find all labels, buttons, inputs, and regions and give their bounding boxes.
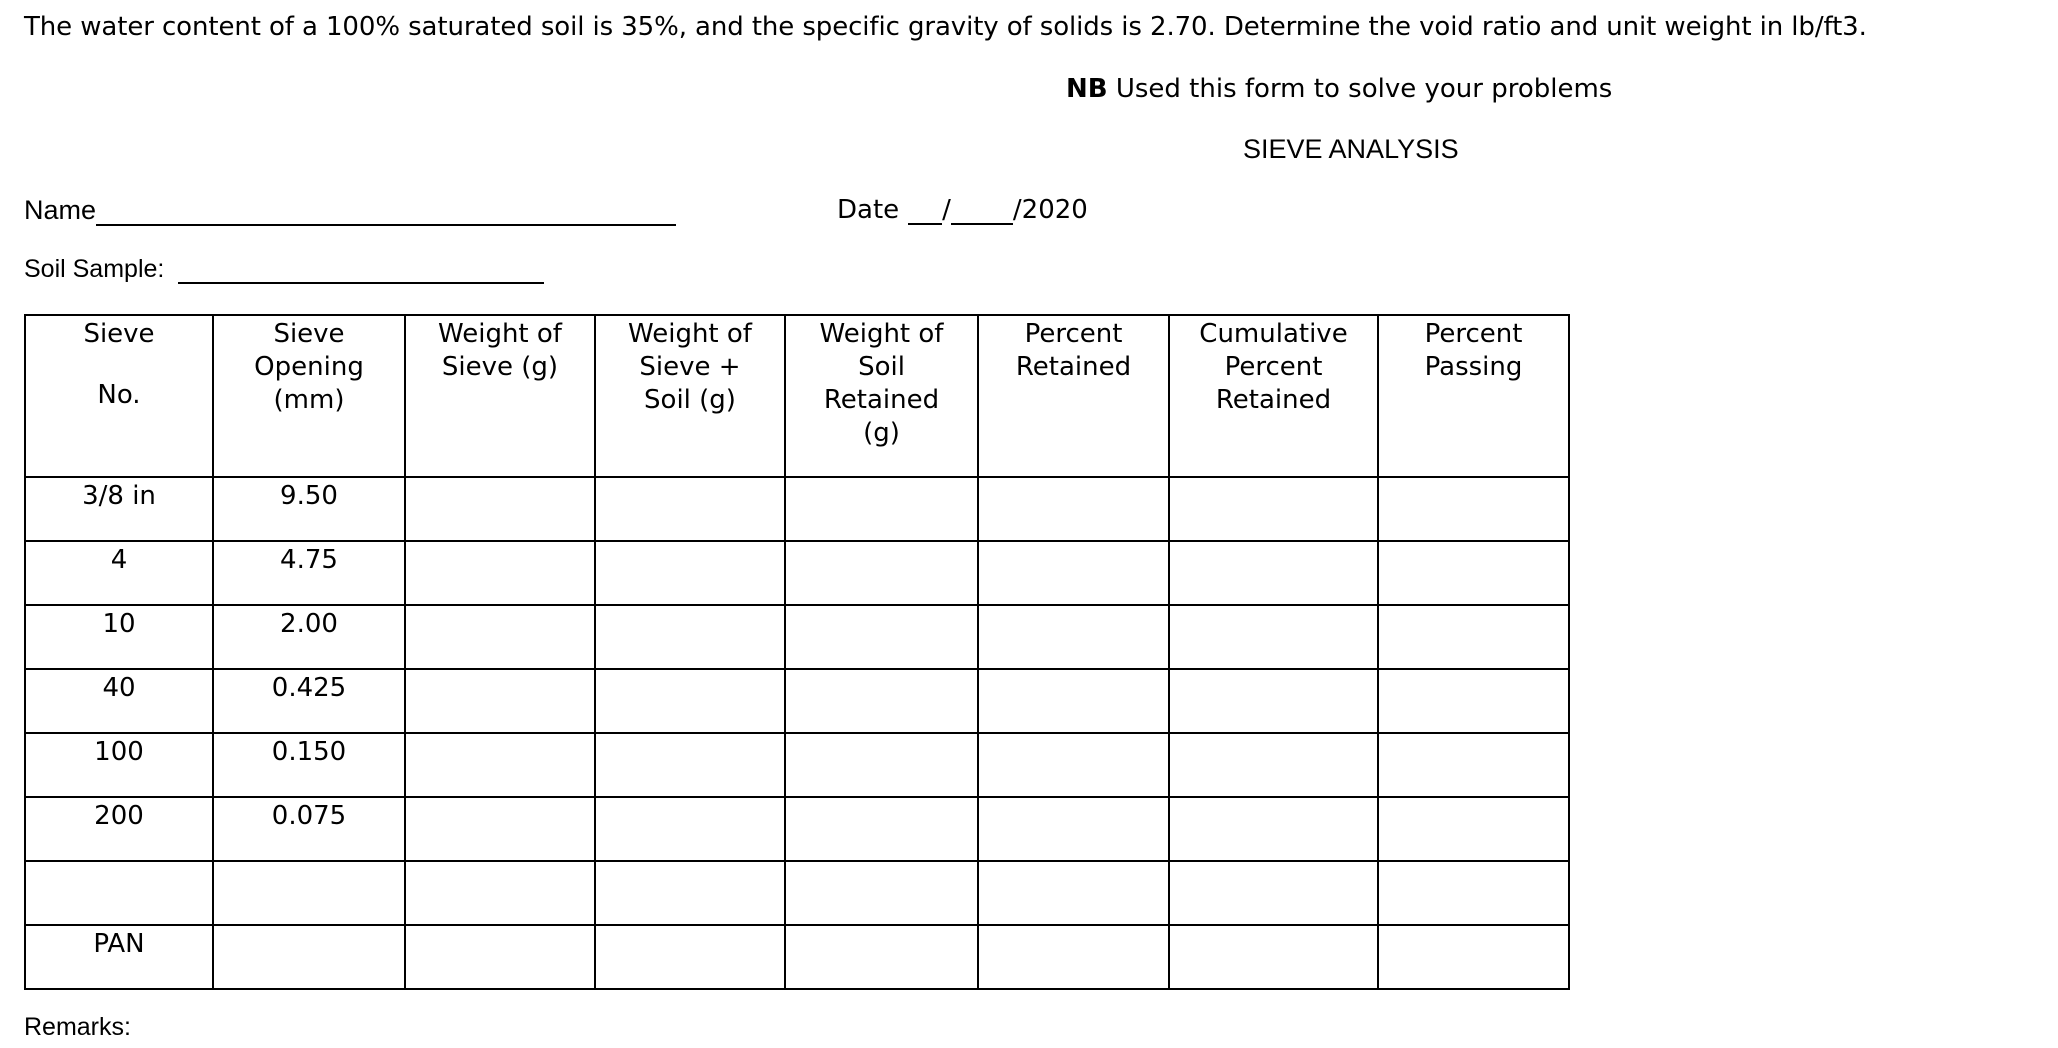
cell-percent-retained[interactable] — [978, 669, 1169, 733]
cell-percent-retained[interactable] — [978, 797, 1169, 861]
cell-sieve-no: 10 — [25, 605, 213, 669]
cell-weight-sieve[interactable] — [405, 541, 595, 605]
sieve-analysis-table — [24, 314, 1570, 990]
cell-cumulative-percent-retained[interactable] — [1169, 605, 1378, 669]
cell-weight-sieve[interactable] — [405, 797, 595, 861]
table-row — [25, 669, 1569, 733]
table-body — [25, 477, 1569, 989]
soil-sample-blank-line[interactable] — [178, 256, 544, 284]
header-sieve-no — [25, 315, 213, 477]
cell-weight-sieve-soil[interactable] — [595, 925, 785, 989]
header-weight-sieve — [405, 315, 595, 477]
cell-sieve-opening: 4.75 — [213, 541, 405, 605]
name-label: Name — [24, 195, 97, 225]
cell-cumulative-percent-retained[interactable] — [1169, 861, 1378, 925]
header-text: Sieve — [273, 319, 345, 349]
header-text: Soil (g) — [644, 385, 736, 415]
cell-percent-retained[interactable] — [978, 605, 1169, 669]
cell-weight-soil-retained[interactable] — [785, 669, 978, 733]
cell-sieve-opening: 0.150 — [213, 733, 405, 797]
cell-cumulative-percent-retained[interactable] — [1169, 541, 1378, 605]
header-text: Sieve — [83, 319, 155, 349]
cell-weight-soil-retained[interactable] — [785, 797, 978, 861]
table-row — [25, 477, 1569, 541]
cell-sieve-opening: 0.425 — [213, 669, 405, 733]
header-spacer — [26, 351, 212, 379]
cell-sieve-opening — [213, 925, 405, 989]
cell-cumulative-percent-retained[interactable] — [1169, 477, 1378, 541]
header-percent-passing — [1378, 315, 1569, 477]
cell-weight-sieve[interactable] — [405, 477, 595, 541]
header-text: (mm) — [273, 385, 345, 415]
header-percent-retained — [978, 315, 1169, 477]
header-text: Retained — [1215, 385, 1332, 415]
cell-weight-sieve-soil[interactable] — [595, 733, 785, 797]
cell-cumulative-percent-retained[interactable] — [1169, 925, 1378, 989]
remarks-label: Remarks: — [24, 1013, 131, 1041]
date-label: Date — [837, 195, 900, 225]
cell-weight-soil-retained[interactable] — [785, 541, 978, 605]
cell-weight-soil-retained[interactable] — [785, 925, 978, 989]
header-text: No. — [97, 380, 141, 410]
table-row — [25, 797, 1569, 861]
soil-sample-row — [24, 255, 544, 284]
table-row — [25, 605, 1569, 669]
cell-percent-retained[interactable] — [978, 733, 1169, 797]
cell-weight-sieve-soil[interactable] — [595, 797, 785, 861]
soil-sample-label: Soil Sample: — [24, 255, 165, 283]
cell-weight-sieve[interactable] — [405, 861, 595, 925]
header-text: Weight of — [819, 319, 944, 349]
cell-sieve-no — [25, 861, 213, 925]
cell-weight-soil-retained[interactable] — [785, 733, 978, 797]
header-text: Opening — [254, 352, 364, 382]
header-text: Weight of — [628, 319, 752, 349]
cell-weight-sieve[interactable] — [405, 669, 595, 733]
cell-weight-sieve-soil[interactable] — [595, 861, 785, 925]
cell-cumulative-percent-retained[interactable] — [1169, 797, 1378, 861]
header-weight-soil-retained — [785, 315, 978, 477]
cell-sieve-no: 4 — [25, 541, 213, 605]
date-field-row — [837, 195, 1088, 225]
cell-weight-soil-retained[interactable] — [785, 861, 978, 925]
name-blank-line[interactable] — [96, 198, 676, 226]
header-weight-sieve-soil — [595, 315, 785, 477]
cell-weight-soil-retained[interactable] — [785, 477, 978, 541]
cell-weight-sieve[interactable] — [405, 605, 595, 669]
header-cumulative-percent-retained — [1169, 315, 1378, 477]
header-text: Passing — [1424, 352, 1523, 382]
problem-statement: The water content of a 100% saturated soil is 35%, and the specific gravity of solids is 2.70. Determine the void ratio and unit weight in lb/ft3. — [24, 12, 1867, 42]
cell-weight-sieve-soil[interactable] — [595, 669, 785, 733]
header-text: Percent — [1224, 352, 1323, 382]
date-year: /2020 — [1012, 195, 1088, 225]
form-instruction-note — [1066, 74, 1612, 104]
cell-percent-passing[interactable] — [1378, 925, 1569, 989]
cell-sieve-no: PAN — [25, 925, 213, 989]
cell-percent-retained[interactable] — [978, 861, 1169, 925]
header-text: (g) — [863, 418, 900, 448]
cell-sieve-opening: 9.50 — [213, 477, 405, 541]
cell-weight-sieve-soil[interactable] — [595, 605, 785, 669]
header-text: Soil — [858, 352, 905, 382]
cell-cumulative-percent-retained[interactable] — [1169, 669, 1378, 733]
header-text: Sieve + — [639, 352, 741, 382]
table-row — [25, 541, 1569, 605]
cell-percent-passing[interactable] — [1378, 477, 1569, 541]
table-row — [25, 925, 1569, 989]
cell-percent-passing[interactable] — [1378, 861, 1569, 925]
header-text: Percent — [1024, 319, 1123, 349]
cell-percent-retained[interactable] — [978, 925, 1169, 989]
cell-cumulative-percent-retained[interactable] — [1169, 733, 1378, 797]
cell-percent-passing[interactable] — [1378, 541, 1569, 605]
cell-weight-sieve[interactable] — [405, 925, 595, 989]
header-text: Retained — [823, 385, 940, 415]
table-row — [25, 733, 1569, 797]
cell-sieve-no: 100 — [25, 733, 213, 797]
table-row — [25, 861, 1569, 925]
nb-text: Used this form to solve your problems — [1107, 74, 1613, 104]
cell-percent-retained[interactable] — [978, 477, 1169, 541]
cell-weight-soil-retained[interactable] — [785, 605, 978, 669]
cell-sieve-no: 40 — [25, 669, 213, 733]
cell-weight-sieve[interactable] — [405, 733, 595, 797]
date-separator: / — [942, 195, 951, 225]
header-text: Cumulative — [1199, 319, 1348, 349]
cell-sieve-opening: 0.075 — [213, 797, 405, 861]
cell-percent-passing[interactable] — [1378, 605, 1569, 669]
cell-percent-passing[interactable] — [1378, 669, 1569, 733]
date-day-blank[interactable] — [951, 197, 1013, 225]
header-text: Sieve (g) — [441, 352, 559, 382]
nb-label: NB — [1066, 74, 1108, 104]
name-field-row — [24, 195, 676, 226]
table-header-row — [25, 315, 1569, 477]
cell-sieve-opening: 2.00 — [213, 605, 405, 669]
cell-weight-sieve-soil[interactable] — [595, 541, 785, 605]
cell-sieve-no: 3/8 in — [25, 477, 213, 541]
header-sieve-opening — [213, 315, 405, 477]
cell-weight-sieve-soil[interactable] — [595, 477, 785, 541]
cell-sieve-opening — [213, 861, 405, 925]
header-text: Retained — [1015, 352, 1132, 382]
cell-percent-passing[interactable] — [1378, 797, 1569, 861]
cell-percent-passing[interactable] — [1378, 733, 1569, 797]
header-text: Percent — [1424, 319, 1523, 349]
form-title: SIEVE ANALYSIS — [1243, 134, 1459, 164]
date-month-blank[interactable] — [908, 197, 942, 225]
cell-percent-retained[interactable] — [978, 541, 1169, 605]
header-text: Weight of — [438, 319, 562, 349]
cell-sieve-no: 200 — [25, 797, 213, 861]
